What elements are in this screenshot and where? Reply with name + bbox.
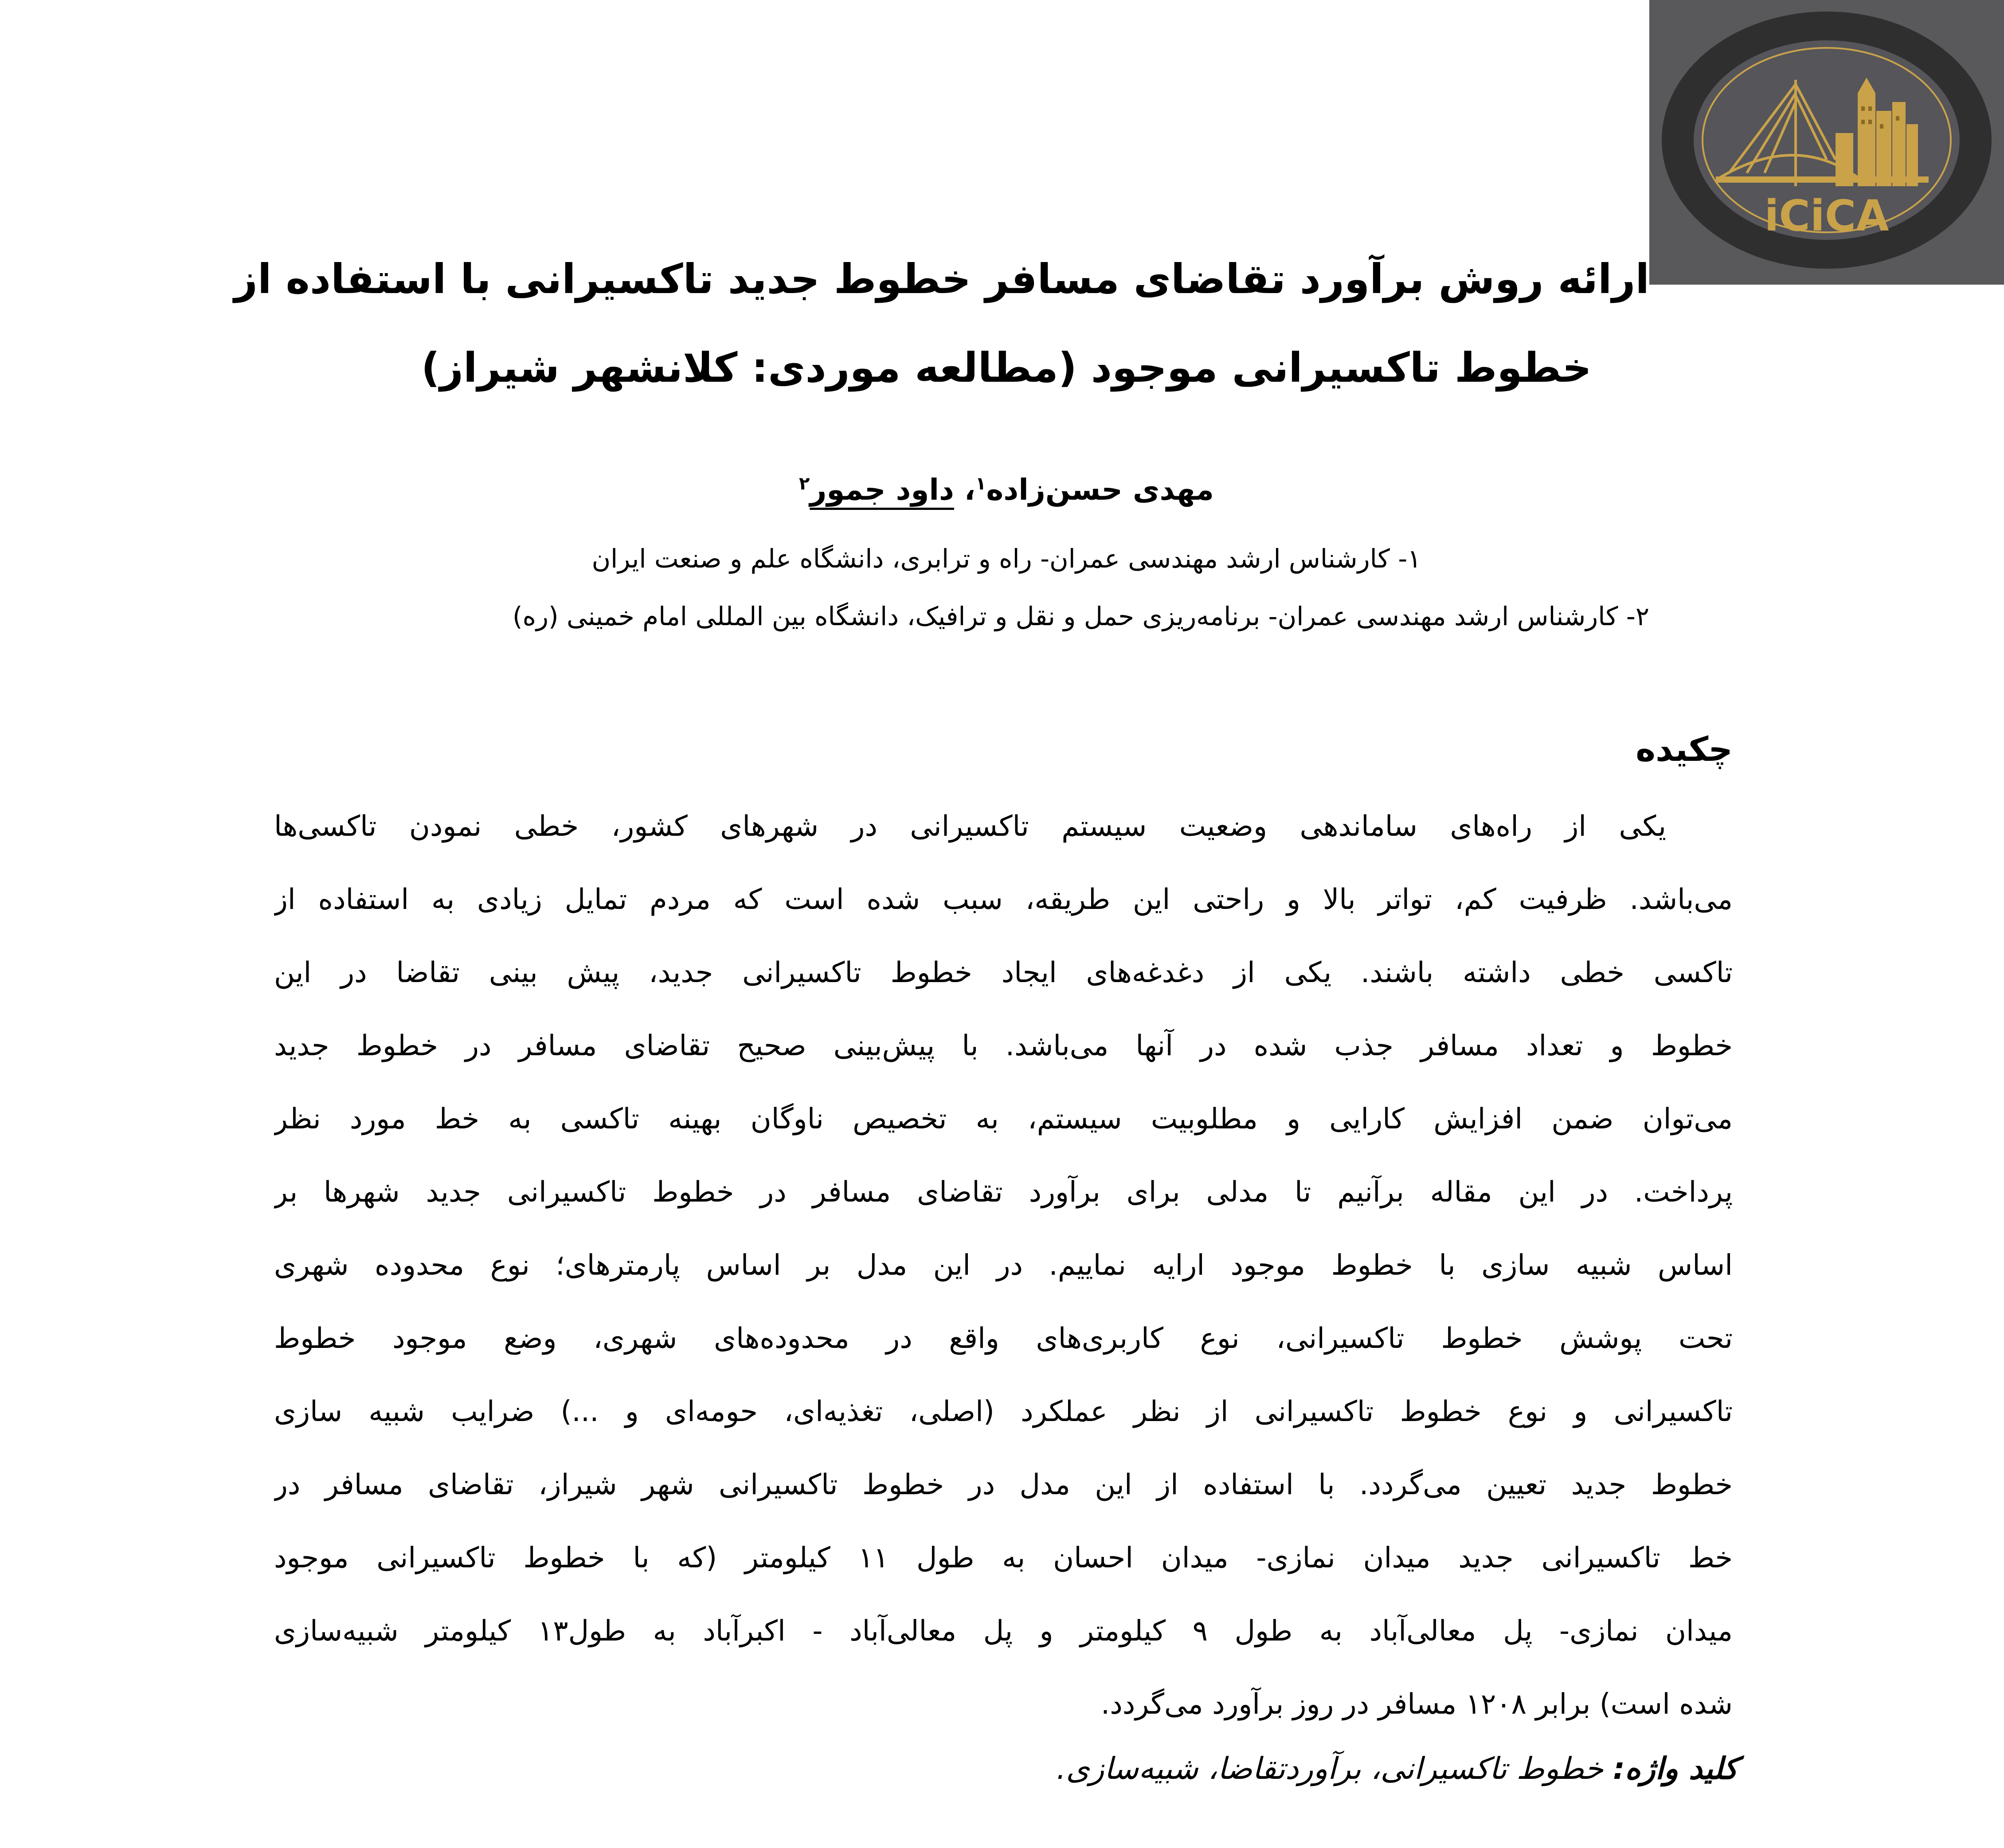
paper-title <box>234 235 1649 412</box>
affiliation-1: ۱- کارشناس ارشد مهندسی عمران- راه و ترابری، دانشگاه علم و صنعت ایران <box>591 544 1421 574</box>
icica-logo-icon <box>1649 0 2004 285</box>
title-line-1: ارائه روش برآورد تقاضای مسافر خطوط جدید تاکسیرانی با استفاده از <box>234 255 1649 303</box>
author-2-superscript: ۲ <box>798 474 810 494</box>
abstract-line: یکی از راه‌های ساماندهی وضعیت سیستم تاکسیرانی در شهرهای کشور، خطی نمودن تاکسی‌ها <box>274 810 1666 843</box>
affiliation-2: ۲- کارشناس ارشد مهندسی عمران- برنامه‌ریزی حمل و نقل و ترافیک، دانشگاه بین المللی امام خمینی (ره) <box>512 601 1649 631</box>
keywords-text: خطوط تاکسیرانی، برآوردتقاضا، شبیه‌سازی. <box>1056 1751 1613 1786</box>
abstract-line: خطوط و تعداد مسافر جذب شده در آنها می‌باشد. با پیش‌بینی صحیح تقاضای مسافر در خطوط جدید <box>274 1030 1733 1062</box>
abstract-line: تاکسیرانی و نوع خطوط تاکسیرانی از نظر عملکرد (اصلی، تغذیه‌ای، حومه‌ای و ...) ضرایب شبیه سازی <box>274 1395 1733 1428</box>
abstract-line: می‌باشد. ظرفیت کم، تواتر بالا و راحتی این طریقه، سبب شده است که مردم تمایل زیادی به استفاده از <box>274 883 1733 916</box>
abstract-heading: چکیده <box>1636 729 1733 769</box>
title-line-2: خطوط تاکسیرانی موجود (مطالعه موردی: کلانشهر شیراز) <box>421 344 1592 392</box>
abstract-line: شده است) برابر ۱۲۰۸ مسافر در روز برآورد می‌گردد. <box>1100 1688 1733 1721</box>
author-1: مهدی حسن‌زاده <box>986 473 1214 507</box>
abstract-line: تاکسی خطی داشته باشند. یکی از دغدغه‌های ایجاد خطوط تاکسیرانی جدید، پیش بینی تقاضا در این <box>274 956 1733 989</box>
abstract-line: خطوط جدید تعیین می‌گردد. با استفاده از این مدل در خطوط تاکسیرانی شهر شیراز، تقاضای مسافر در <box>274 1468 1733 1501</box>
abstract-line: می‌توان ضمن افزایش کارایی و مطلوبیت سیستم، به تخصیص ناوگان بهینه تاکسی به خط مورد نظر <box>274 1103 1733 1135</box>
abstract-line: تحت پوشش خطوط تاکسیرانی، نوع کاربری‌های واقع در محدوده‌های شهری، وضع موجود خطوط <box>274 1322 1733 1355</box>
logo-wordmark: iCiCA <box>1764 191 1889 241</box>
author-separator: ، <box>954 473 975 507</box>
abstract-line: پرداخت. در این مقاله برآنیم تا مدلی برای برآورد تقاضای مسافر در خطوط تاکسیرانی جدید شهرها بر <box>274 1176 1733 1209</box>
author-1-superscript: ۱ <box>975 474 986 494</box>
conference-logo <box>1649 0 2004 285</box>
keywords-label: کلید واژه: <box>1613 1751 1738 1786</box>
abstract-line: خط تاکسیرانی جدید میدان نمازی- میدان احسان به طول ۱۱ کیلومتر (که با خطوط تاکسیرانی موجود <box>274 1542 1733 1574</box>
author-list <box>364 466 1649 514</box>
abstract-body <box>274 790 1733 1741</box>
keywords <box>275 1742 1738 1796</box>
author-2-corresponding: داود جمور <box>810 473 954 507</box>
abstract-line: اساس شبیه سازی با خطوط موجود ارایه نماییم. در این مدل بر اساس پارمترهای؛ نوع محدوده شهری <box>274 1249 1733 1282</box>
abstract-line: میدان نمازی- پل معالی‌آباد به طول ۹ کیلومتر و پل معالی‌آباد - اکبرآباد به طول۱۳ کیلومتر شبیه‌سازی <box>274 1615 1733 1648</box>
